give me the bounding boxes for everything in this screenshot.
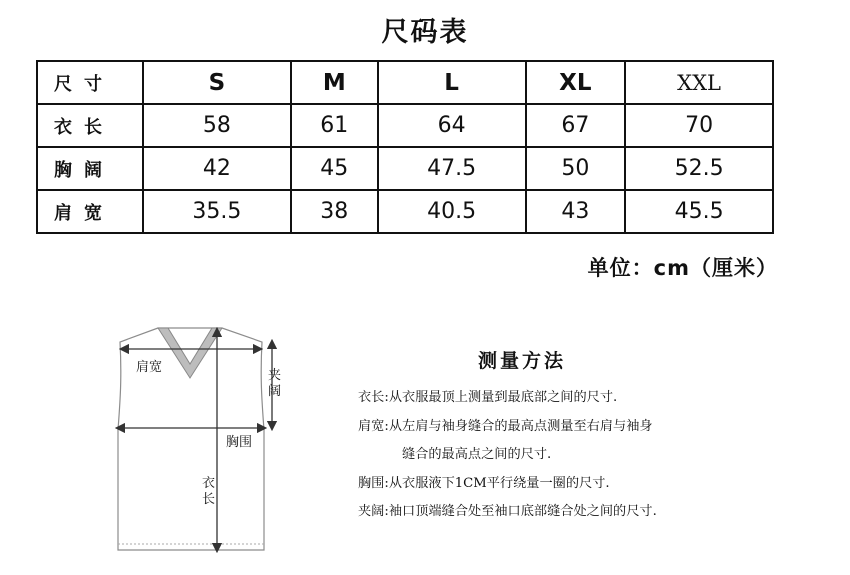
table-cell: 43 — [526, 190, 626, 233]
header-cell-m: M — [291, 61, 378, 104]
page-title: 尺码表 — [381, 17, 469, 48]
vest-diagram — [100, 318, 290, 562]
method-title: 测量方法 — [478, 350, 567, 372]
size-table — [36, 60, 774, 234]
table-cell: 58 — [143, 104, 291, 147]
method-line: 夹阔:袖口顶端缝合处至袖口底部缝合处之间的尺寸. — [358, 504, 657, 519]
unit-note: 单位：cm（厘米） — [587, 256, 778, 280]
table-cell: 47.5 — [378, 147, 526, 190]
table-cell: 35.5 — [143, 190, 291, 233]
table-cell: 52.5 — [625, 147, 773, 190]
table-cell: 40.5 — [378, 190, 526, 233]
table-cell: 61 — [291, 104, 378, 147]
header-cell-xxl: XXL — [625, 61, 773, 104]
table-cell: 67 — [526, 104, 626, 147]
row-label: 肩宽 — [37, 190, 143, 233]
row-label: 胸阔 — [37, 147, 143, 190]
diagram-label-length: 衣长 — [202, 476, 216, 507]
method-line: 胸围:从衣服液下1CM平行绕量一圈的尺寸. — [358, 475, 610, 491]
table-cell: 64 — [378, 104, 526, 147]
table-cell: 50 — [526, 147, 626, 190]
header-cell-size: 尺寸 — [37, 61, 143, 104]
table-cell: 45 — [291, 147, 378, 190]
vest-outline-icon — [100, 318, 290, 558]
header-cell-s: S — [143, 61, 291, 104]
row-label: 衣长 — [37, 104, 143, 147]
table-header-row — [37, 61, 773, 104]
diagram-label-shoulder: 肩宽 — [136, 360, 163, 375]
method-line: 肩宽:从左肩与袖身缝合的最高点测量至右肩与袖身 — [358, 418, 653, 434]
diagram-label-armhole: 夹阔 — [268, 368, 282, 399]
method-text — [358, 384, 798, 527]
table-row — [37, 147, 773, 190]
table-cell: 42 — [143, 147, 291, 190]
method-line: 缝合的最高点之间的尺寸. — [402, 447, 552, 462]
table-cell: 38 — [291, 190, 378, 233]
diagram-label-chest: 胸围 — [226, 435, 253, 450]
header-cell-xl: XL — [526, 61, 626, 104]
table-row — [37, 104, 773, 147]
header-cell-l: L — [378, 61, 526, 104]
table-cell: 70 — [625, 104, 773, 147]
table-cell: 45.5 — [625, 190, 773, 233]
method-line: 衣长:从衣服最顶上测量到最底部之间的尺寸. — [358, 390, 618, 405]
table-row — [37, 190, 773, 233]
